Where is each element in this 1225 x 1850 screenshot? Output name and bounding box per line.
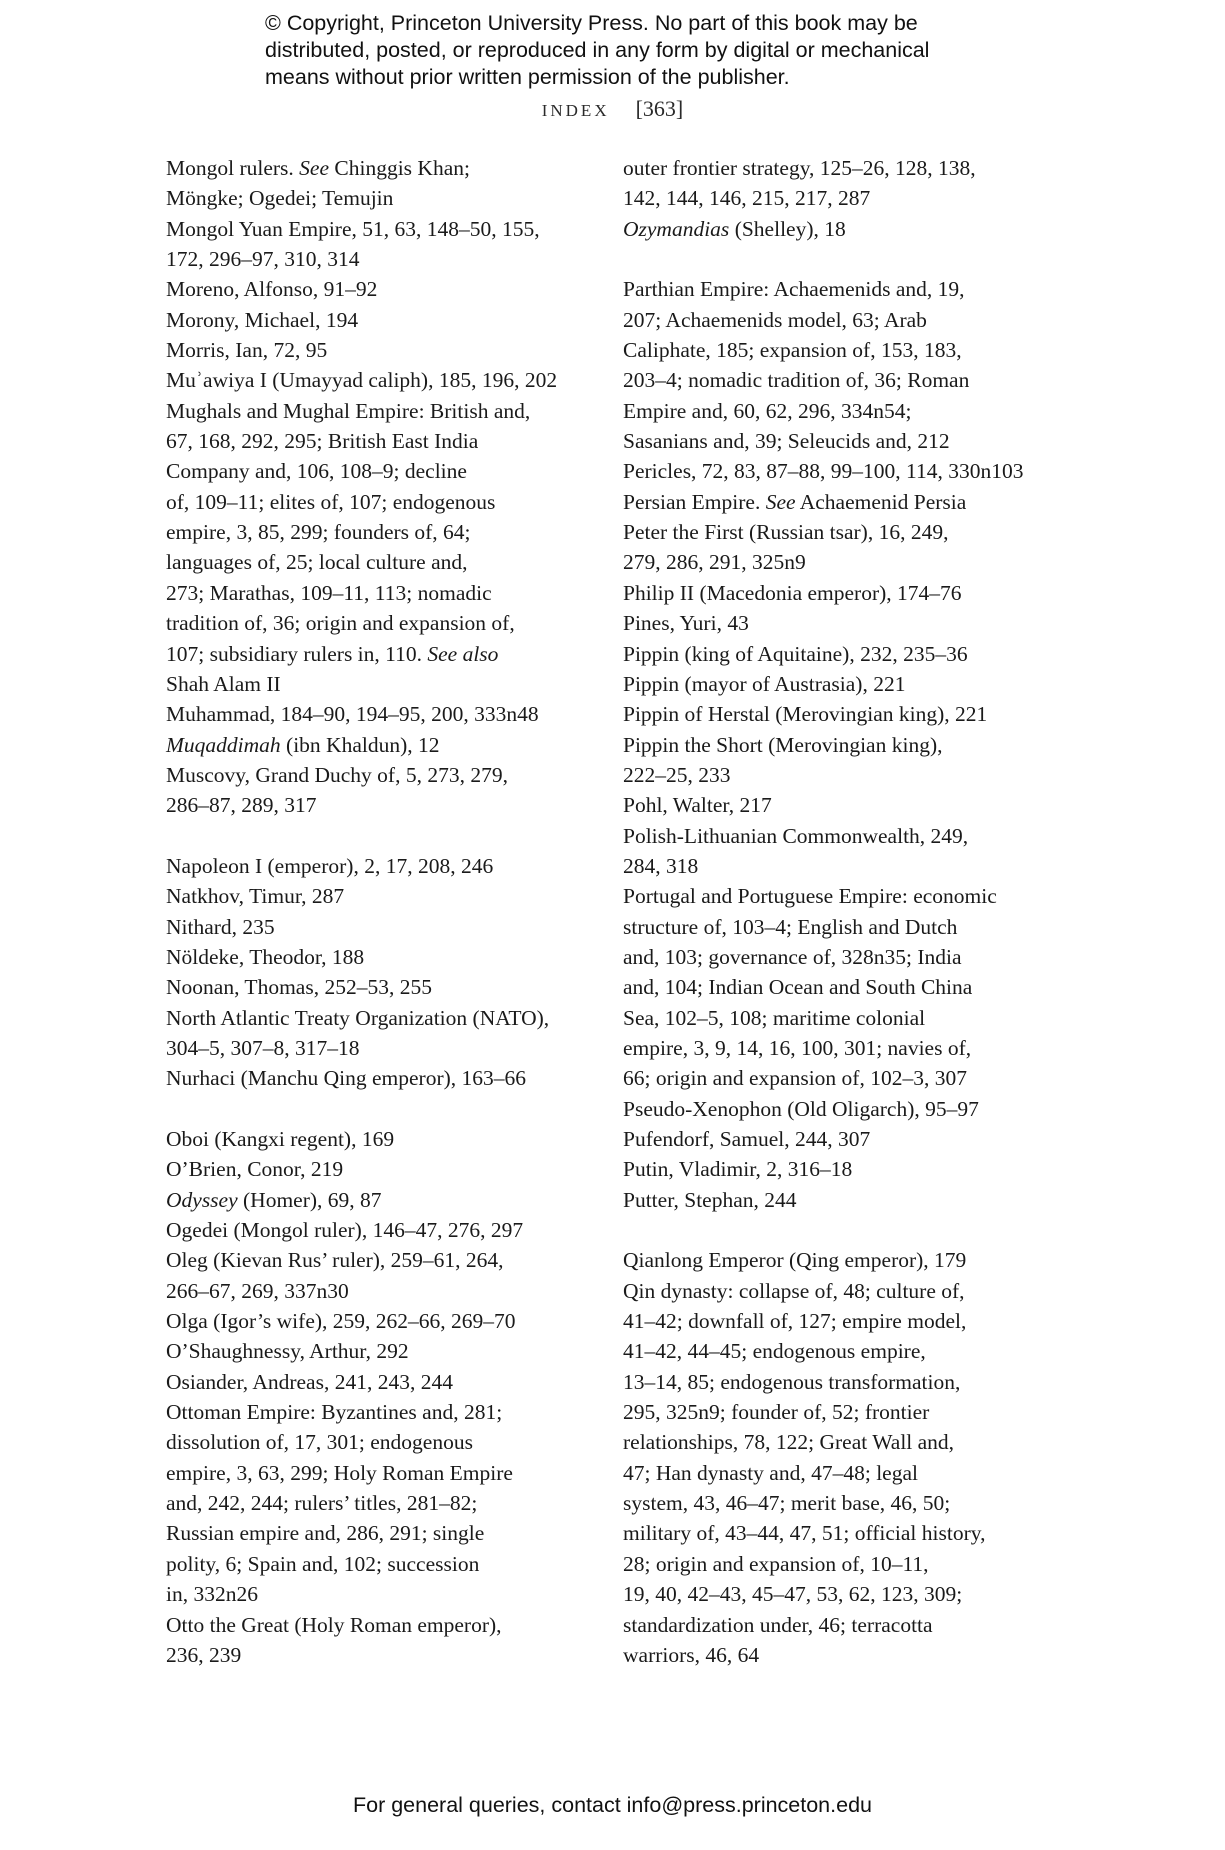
- index-entry-line: Putin, Vladimir, 2, 316–18: [623, 1157, 853, 1182]
- index-entry: [623, 274, 1043, 456]
- index-entry-continuation: 142, 144, 146, 215, 217, 287: [623, 186, 871, 211]
- index-entry-line: Mongol rulers. See Chinggis Khan;: [166, 156, 470, 180]
- index-entry: [166, 1063, 586, 1093]
- index-entry-continuation: 47; Han dynasty and, 47–48; legal: [623, 1460, 918, 1485]
- index-entry: [166, 1003, 586, 1064]
- index-entry: [166, 1610, 586, 1671]
- index-entry-continuation: standardization under, 46; terracotta: [623, 1612, 933, 1637]
- copyright-line: © Copyright, Princeton University Press. No part of this book may be: [265, 11, 918, 35]
- index-column-left: [166, 153, 586, 1670]
- index-entry: [623, 608, 1043, 638]
- index-entry-continuation: 236, 239: [166, 1642, 242, 1667]
- index-entry: [166, 1185, 586, 1215]
- index-entry-line: Pohl, Walter, 217: [623, 793, 772, 818]
- index-entry-continuation: languages of, 25; local culture and,: [166, 550, 468, 575]
- index-entry-continuation: 107; subsidiary rulers in, 110. See also: [166, 641, 499, 666]
- index-entry: [623, 699, 1043, 729]
- index-entry: [166, 214, 586, 275]
- index-entry-line: Moreno, Alfonso, 91–92: [166, 277, 378, 302]
- index-entry-line: Nurhaci (Manchu Qing emperor), 163–66: [166, 1066, 527, 1091]
- index-entry: [166, 365, 586, 395]
- copyright-line: means without prior written permission of the publisher.: [265, 65, 790, 89]
- index-entry-continuation: 172, 296–97, 310, 314: [166, 247, 360, 272]
- index-entry-continuation: empire, 3, 9, 14, 16, 100, 301; navies of,: [623, 1035, 972, 1060]
- index-entry-line: Napoleon I (emperor), 2, 17, 208, 246: [166, 853, 494, 878]
- index-entry-line: Pippin (king of Aquitaine), 232, 235–36: [623, 641, 968, 666]
- index-entry-line: Polish-Lithuanian Commonwealth, 249,: [623, 823, 969, 848]
- index-entry-continuation: 67, 168, 292, 295; British East India: [166, 429, 479, 454]
- index-entry-line: Peter the First (Russian tsar), 16, 249,: [623, 520, 949, 545]
- index-entry: [623, 456, 1043, 486]
- index-entry-line: Muqaddimah (ibn Khaldun), 12: [166, 732, 440, 757]
- index-entry-continuation: 66; origin and expansion of, 102–3, 307: [623, 1066, 967, 1091]
- index-entry: [623, 821, 1043, 882]
- index-entry-continuation: Shah Alam II: [166, 671, 281, 696]
- copyright-notice: [265, 10, 1025, 91]
- index-entry: [166, 1154, 586, 1184]
- index-entry-continuation: polity, 6; Spain and, 102; succession: [166, 1551, 480, 1576]
- index-entry-line: Olga (Igor’s wife), 259, 262–66, 269–70: [166, 1309, 516, 1334]
- index-entry-line: Portugal and Portuguese Empire: economic: [623, 884, 997, 909]
- index-entry: [166, 153, 586, 214]
- index-entry-continuation: Sea, 102–5, 108; maritime colonial: [623, 1005, 926, 1030]
- index-entry: [166, 335, 586, 365]
- index-entry-line: Putter, Stephan, 244: [623, 1187, 797, 1212]
- index-entry: [166, 1397, 586, 1609]
- index-entry-continuation: empire, 3, 85, 299; founders of, 64;: [166, 520, 471, 545]
- index-entry-line: Muhammad, 184–90, 194–95, 200, 333n48: [166, 702, 539, 727]
- index-entry-line: Muscovy, Grand Duchy of, 5, 273, 279,: [166, 762, 508, 787]
- index-entry-line: Pippin (mayor of Austrasia), 221: [623, 671, 906, 696]
- index-entry-line: O’Brien, Conor, 219: [166, 1157, 344, 1182]
- index-entry-continuation: of, 109–11; elites of, 107; endogenous: [166, 489, 496, 514]
- index-entry-continuation: warriors, 46, 64: [623, 1642, 760, 1667]
- index-entry: [166, 699, 586, 729]
- index-entry-continuation: 207; Achaemenids model, 63; Arab: [623, 307, 927, 332]
- index-entry-line: Nöldeke, Theodor, 188: [166, 944, 365, 969]
- index-entry-continuation: dissolution of, 17, 301; endogenous: [166, 1430, 473, 1455]
- index-entry-continuation: structure of, 103–4; English and Dutch: [623, 914, 958, 939]
- index-entry: [166, 851, 586, 881]
- index-entry: [623, 881, 1043, 1093]
- index-entry: [623, 639, 1043, 669]
- index-entry-line: Otto the Great (Holy Roman emperor),: [166, 1612, 502, 1637]
- index-entry-line: Pippin the Short (Merovingian king),: [623, 732, 943, 757]
- index-entry: [623, 517, 1043, 578]
- page-number: [363]: [635, 96, 684, 121]
- index-entry-line: North Atlantic Treaty Organization (NATO),: [166, 1005, 550, 1030]
- index-entry-continuation: 19, 40, 42–43, 45–47, 53, 62, 123, 309;: [623, 1582, 963, 1607]
- index-entry-continuation: empire, 3, 63, 299; Holy Roman Empire: [166, 1460, 513, 1485]
- index-entry-continuation: and, 104; Indian Ocean and South China: [623, 975, 973, 1000]
- index-entry-line: Morony, Michael, 194: [166, 307, 359, 332]
- index-entry-line: Oleg (Kievan Rus’ ruler), 259–61, 264,: [166, 1248, 504, 1273]
- index-entry-continuation: 13–14, 85; endogenous transformation,: [623, 1369, 961, 1394]
- index-entry-line: Oboi (Kangxi regent), 169: [166, 1127, 395, 1151]
- index-entry: [623, 153, 1043, 214]
- index-entry: [623, 578, 1043, 608]
- index-entry-line: outer frontier strategy, 125–26, 128, 138,: [623, 156, 976, 180]
- index-entry-continuation: 295, 325n9; founder of, 52; frontier: [623, 1400, 930, 1425]
- index-entry: [166, 1367, 586, 1397]
- index-entry-line: Pufendorf, Samuel, 244, 307: [623, 1127, 871, 1151]
- index-entry-continuation: and, 103; governance of, 328n35; India: [623, 944, 962, 969]
- index-entry: [623, 487, 1043, 517]
- index-entry-continuation: military of, 43–44, 47, 51; official history,: [623, 1521, 986, 1546]
- index-entry-continuation: 41–42; downfall of, 127; empire model,: [623, 1309, 967, 1334]
- letter-section-gap: [166, 821, 586, 851]
- index-entry-line: Mongol Yuan Empire, 51, 63, 148–50, 155,: [166, 216, 540, 241]
- index-entry-continuation: 222–25, 233: [623, 762, 731, 787]
- index-entry-line: Morris, Ian, 72, 95: [166, 338, 328, 363]
- index-entry-continuation: tradition of, 36; origin and expansion of,: [166, 611, 515, 636]
- index-entry: [166, 912, 586, 942]
- index-entry: [623, 1124, 1043, 1154]
- index-entry-line: Persian Empire. See Achaemenid Persia: [623, 489, 967, 514]
- index-entry-continuation: 284, 318: [623, 853, 699, 878]
- letter-section-gap: [623, 1215, 1043, 1245]
- index-entry: [166, 274, 586, 304]
- index-entry: [166, 881, 586, 911]
- index-entry-line: Philip II (Macedonia emperor), 174–76: [623, 580, 962, 605]
- index-column-right: [623, 153, 1043, 1670]
- index-entry: [166, 1306, 586, 1336]
- index-entry-continuation: 304–5, 307–8, 317–18: [166, 1035, 360, 1060]
- index-entry-continuation: Caliphate, 185; expansion of, 153, 183,: [623, 338, 962, 363]
- running-head-label: INDEX: [541, 101, 610, 120]
- index-entry-line: Odyssey (Homer), 69, 87: [166, 1187, 382, 1212]
- index-entry-continuation: and, 242, 244; rulers’ titles, 281–82;: [166, 1491, 478, 1516]
- index-entry-line: Osiander, Andreas, 241, 243, 244: [166, 1369, 453, 1394]
- index-entry-line: Qin dynasty: collapse of, 48; culture of,: [623, 1278, 965, 1303]
- index-entry-continuation: 273; Marathas, 109–11, 113; nomadic: [166, 580, 492, 605]
- index-entry-line: Ottoman Empire: Byzantines and, 281;: [166, 1400, 503, 1425]
- index-entry: [166, 972, 586, 1002]
- index-entry-line: Muʾawiya I (Umayyad caliph), 185, 196, 202: [166, 368, 558, 393]
- index-entry-line: Pippin of Herstal (Merovingian king), 221: [623, 702, 988, 727]
- index-entry-continuation: Company and, 106, 108–9; decline: [166, 459, 467, 484]
- index-entry: [623, 1245, 1043, 1275]
- index-entry: [623, 669, 1043, 699]
- index-entry: [166, 730, 586, 760]
- index-entry: [166, 760, 586, 821]
- index-entry: [623, 1185, 1043, 1215]
- index-entry: [166, 1245, 586, 1306]
- index-entry-line: Natkhov, Timur, 287: [166, 884, 345, 909]
- index-entry: [623, 730, 1043, 791]
- index-entry-line: Ozymandias (Shelley), 18: [623, 216, 846, 241]
- index-entry-line: Mughals and Mughal Empire: British and,: [166, 398, 531, 423]
- index-entry-continuation: 266–67, 269, 337n30: [166, 1278, 349, 1303]
- index-entry: [166, 1215, 586, 1245]
- index-entry-continuation: 286–87, 289, 317: [166, 793, 317, 818]
- index-entry-line: Pericles, 72, 83, 87–88, 99–100, 114, 330n103: [623, 459, 1024, 484]
- index-entry-line: Pseudo-Xenophon (Old Oligarch), 95–97: [623, 1096, 979, 1121]
- index-entry: [166, 396, 586, 699]
- index-entry: [166, 305, 586, 335]
- index-entry: [623, 1154, 1043, 1184]
- letter-section-gap: [623, 244, 1043, 274]
- index-entry-continuation: 41–42, 44–45; endogenous empire,: [623, 1339, 926, 1364]
- index-entry-continuation: system, 43, 46–47; merit base, 46, 50;: [623, 1491, 951, 1516]
- letter-section-gap: [166, 1094, 586, 1124]
- index-entry: [623, 790, 1043, 820]
- index-entry: [166, 1336, 586, 1366]
- index-entry-continuation: in, 332n26: [166, 1582, 258, 1607]
- index-entry-continuation: Russian empire and, 286, 291; single: [166, 1521, 485, 1546]
- index-entry-line: Parthian Empire: Achaemenids and, 19,: [623, 277, 965, 302]
- index-entry: [166, 1124, 586, 1154]
- index-entry-line: Nithard, 235: [166, 914, 275, 939]
- index-entry: [623, 1094, 1043, 1124]
- index-entry-line: Qianlong Emperor (Qing emperor), 179: [623, 1248, 967, 1273]
- index-entry-continuation: 28; origin and expansion of, 10–11,: [623, 1551, 929, 1576]
- running-head: [0, 96, 1225, 122]
- index-entry-continuation: 279, 286, 291, 325n9: [623, 550, 806, 575]
- index-entry: [166, 942, 586, 972]
- index-entry-line: Ogedei (Mongol ruler), 146–47, 276, 297: [166, 1218, 524, 1243]
- index-entry-line: Pines, Yuri, 43: [623, 611, 749, 636]
- index-entry-line: Noonan, Thomas, 252–53, 255: [166, 975, 432, 1000]
- index-entry-continuation: Sasanians and, 39; Seleucids and, 212: [623, 429, 950, 454]
- index-entry-continuation: 203–4; nomadic tradition of, 36; Roman: [623, 368, 970, 393]
- index-entry: [623, 214, 1043, 244]
- index-entry-continuation: relationships, 78, 122; Great Wall and,: [623, 1430, 955, 1455]
- index-entry-continuation: Empire and, 60, 62, 296, 334n54;: [623, 398, 912, 423]
- footer-contact: For general queries, contact info@press.princeton.edu: [352, 1793, 872, 1817]
- index-entry-continuation: Möngke; Ogedei; Temujin: [166, 186, 394, 211]
- index-entry-line: O’Shaughnessy, Arthur, 292: [166, 1339, 409, 1364]
- copyright-line: distributed, posted, or reproduced in any form by digital or mechanical: [265, 38, 930, 62]
- index-entry: [623, 1276, 1043, 1670]
